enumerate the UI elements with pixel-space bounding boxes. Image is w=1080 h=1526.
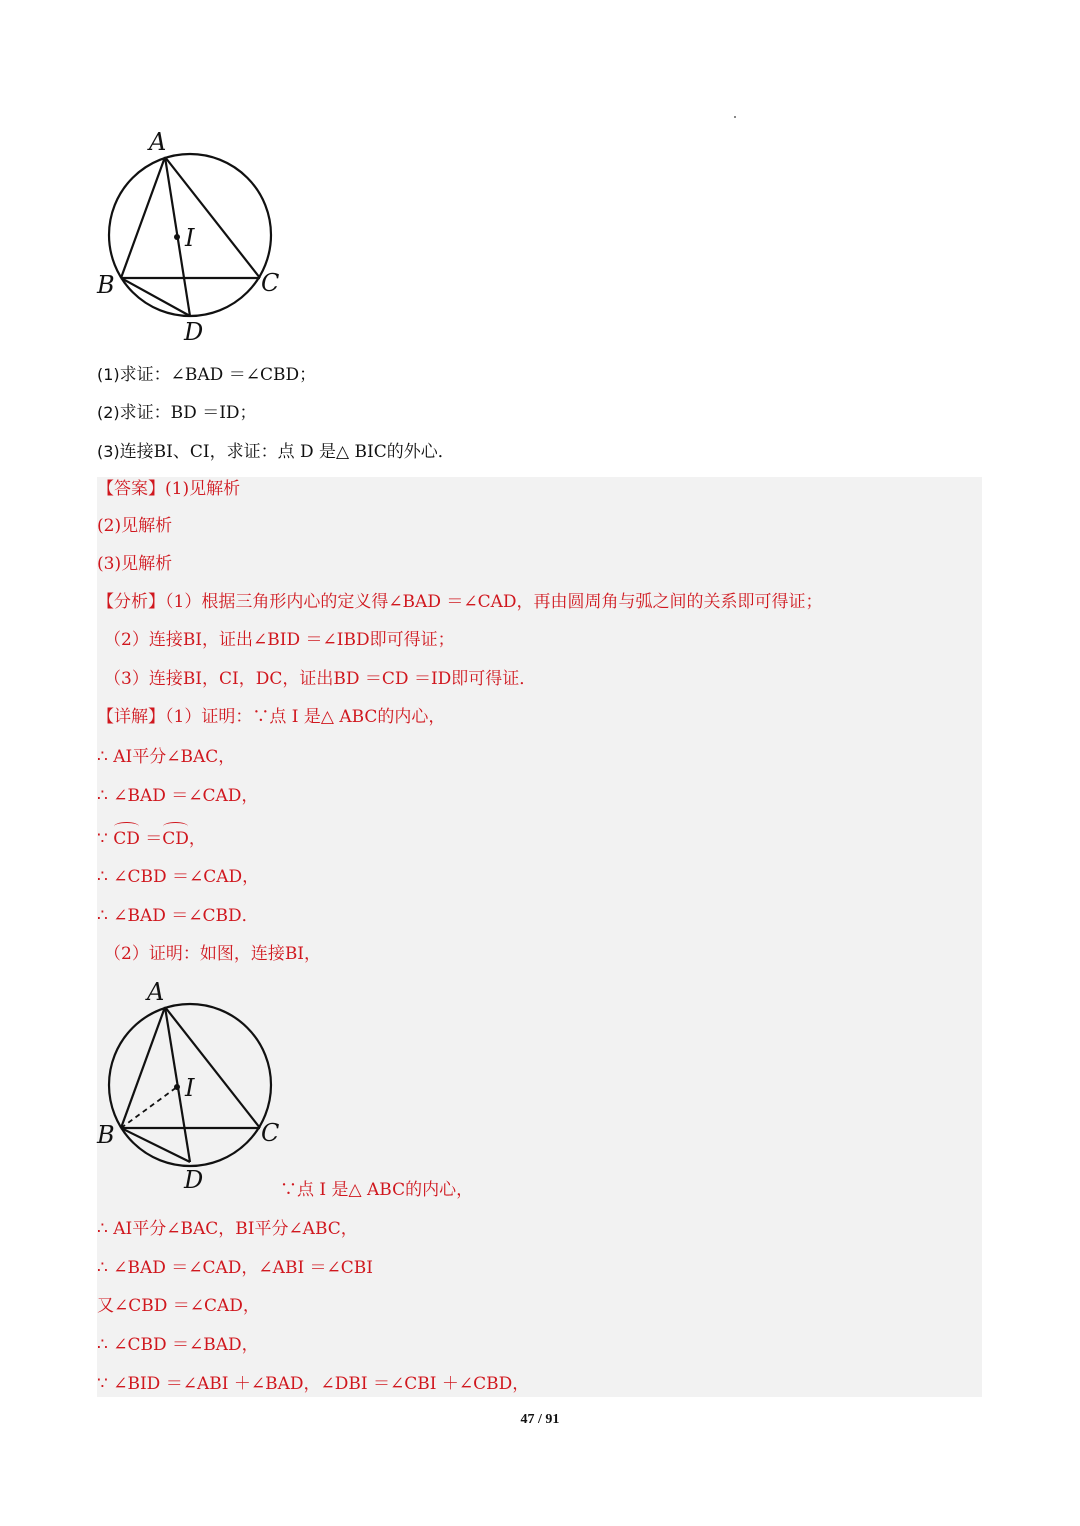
proof-ai-bisects: ∴ AI平分∠BAC，	[97, 747, 236, 767]
label-i: I	[185, 1074, 195, 1102]
label-b: B	[97, 1121, 115, 1149]
segment-ab	[121, 157, 165, 278]
part2-bisectors: ∴ AI平分∠BAC，BI平分∠ABC，	[97, 1219, 358, 1239]
question-2	[97, 402, 257, 424]
geometry-diagram-2	[92, 978, 292, 1198]
question-2-text: 求证：BD ＝ID；	[119, 403, 257, 423]
arc-line-suffix: ，	[188, 829, 206, 849]
question-3-text: 连接BI、CI，求证：点 D 是△ BIC的外心．	[119, 442, 455, 462]
segment-ab	[121, 1007, 165, 1128]
segment-bd	[121, 1128, 190, 1162]
label-d: D	[184, 1166, 204, 1194]
point-i	[174, 1084, 180, 1090]
question-3-number: (3)	[97, 442, 120, 461]
question-1-text: 求证：∠BAD ＝∠CBD；	[119, 365, 317, 385]
part2-intro: （2）证明：如图，连接BI，	[104, 944, 322, 964]
question-1	[97, 364, 316, 386]
label-a: A	[149, 128, 167, 156]
label-a: A	[147, 978, 165, 1006]
proof-bad-eq-cad: ∴ ∠BAD ＝∠CAD，	[97, 786, 259, 806]
arc-cd-2: CD	[162, 829, 189, 849]
label-b: B	[97, 271, 115, 299]
part2-angle-sums: ∵ ∠BID ＝∠ABI ＋∠BAD，∠DBI ＝∠CBI ＋∠CBD，	[97, 1374, 530, 1394]
detail-line-1: 【详解】（1）证明：∵点 I 是△ ABC的内心，	[97, 707, 446, 727]
proof-bad-eq-cbd: ∴ ∠BAD ＝∠CBD．	[97, 906, 259, 926]
arc-line-prefix: ∵	[97, 829, 114, 849]
segment-bd	[121, 278, 190, 316]
proof-arc-equal	[97, 828, 206, 850]
answer-line: 【答案】(1)见解析	[97, 479, 241, 499]
label-d: D	[184, 318, 204, 346]
label-c: C	[261, 1119, 280, 1147]
scan-speck	[734, 116, 736, 118]
figure-circle-triangle-2	[92, 978, 292, 1202]
proof-cbd-eq-cad: ∴ ∠CBD ＝∠CAD，	[97, 867, 260, 887]
answer-line-3: (3)见解析	[97, 554, 173, 574]
part2-incenter: ∵点 I 是△ ABC的内心，	[280, 1180, 474, 1200]
page-number: 47 / 91	[520, 1412, 560, 1427]
figure-circle-triangle-1	[92, 128, 292, 352]
part2-angle-equalities: ∴ ∠BAD ＝∠CAD，∠ABI ＝∠CBI	[97, 1258, 374, 1278]
analysis-line-3: （3）连接BI，CI，DC，证出BD ＝CD ＝ID即可得证．	[104, 669, 537, 689]
arc-line-equals: ＝	[139, 829, 163, 849]
part2-again: 又∠CBD ＝∠CAD，	[97, 1296, 260, 1316]
label-i: I	[185, 224, 195, 252]
question-2-number: (2)	[97, 403, 120, 422]
question-1-number: (1)	[97, 365, 120, 384]
geometry-diagram-1	[92, 128, 292, 348]
arc-cd-1: CD	[113, 829, 140, 849]
part2-cbd-eq-bad: ∴ ∠CBD ＝∠BAD，	[97, 1335, 259, 1355]
point-i	[174, 234, 180, 240]
question-3	[97, 441, 455, 463]
analysis-line-2: （2）连接BI，证出∠BID ＝∠IBD即可得证；	[104, 630, 455, 650]
answer-line-2: (2)见解析	[97, 516, 173, 536]
label-c: C	[261, 269, 280, 297]
analysis-line-1: 【分析】（1）根据三角形内心的定义得∠BAD ＝∠CAD，再由圆周角与弧之间的关系即可得证；	[97, 592, 823, 612]
